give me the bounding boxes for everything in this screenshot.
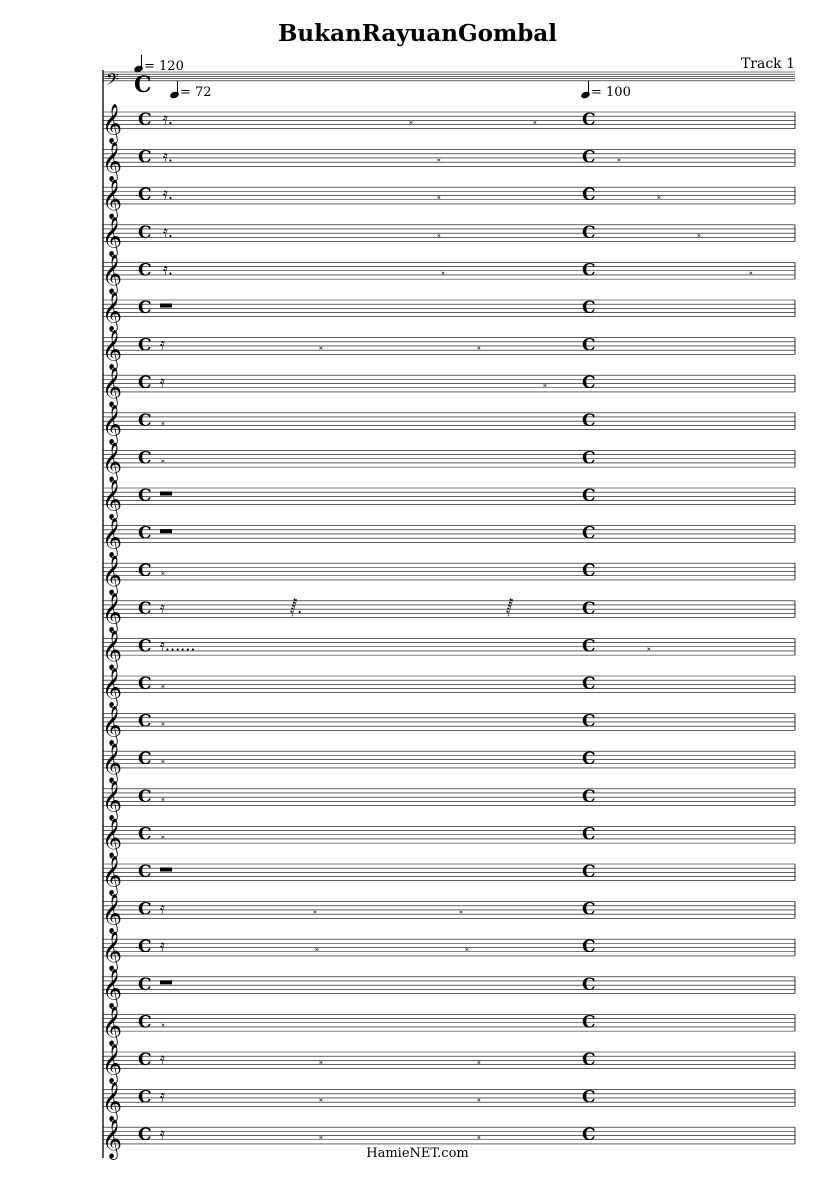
- rest-icon: 𝅃: [476, 1124, 482, 1144]
- rest-icon: 𝅂.: [290, 597, 303, 617]
- rest-icon: 𝄿: [160, 372, 165, 392]
- rest-icon: 𝅃: [748, 259, 754, 279]
- rest-icon: 𝅃: [160, 710, 166, 730]
- treble-clef-icon: 𝄞: [102, 329, 123, 370]
- time-signature: C: [138, 298, 152, 318]
- treble-clef-icon: 𝄞: [102, 968, 123, 1009]
- rest-icon: 𝅃: [318, 334, 324, 354]
- time-signature: C: [138, 674, 152, 694]
- time-signature: C: [582, 862, 596, 882]
- treble-clef-icon: 𝄞: [102, 291, 123, 332]
- time-signature: C: [582, 749, 596, 770]
- time-signature: C: [582, 110, 596, 130]
- time-signature: C: [138, 147, 152, 168]
- time-signature: C: [582, 786, 596, 807]
- treble-clef-icon: 𝄞: [102, 705, 123, 746]
- rest-icon: 𝄿: [160, 334, 165, 354]
- time-signature: C: [138, 636, 152, 657]
- rest-icon: 𝄿......: [160, 635, 196, 655]
- time-signature: C: [582, 335, 596, 356]
- time-signature: C: [138, 974, 152, 995]
- rest-icon: 𝄿.: [163, 221, 173, 241]
- treble-clef-icon: 𝄞: [102, 742, 123, 783]
- rest-icon: 𝅃: [542, 372, 548, 392]
- time-signature: C: [582, 711, 596, 732]
- time-signature: C: [138, 824, 152, 845]
- treble-clef-icon: 𝄞: [102, 667, 123, 708]
- rest-icon: 𝄿: [160, 936, 165, 956]
- treble-clef-icon: 𝄞: [102, 404, 123, 445]
- treble-clef-icon: 𝄞: [102, 1118, 123, 1159]
- treble-clef-icon: 𝄞: [102, 818, 123, 859]
- tempo-mark-1: = 120: [134, 58, 184, 74]
- rest-icon: 𝅃: [160, 785, 166, 805]
- rest-icon: 𝅃: [160, 823, 166, 843]
- rest-icon: 𝅃: [160, 748, 166, 768]
- treble-clef-icon: 𝄞: [102, 1006, 123, 1047]
- rest-icon: 𝄿.: [163, 109, 173, 128]
- rest-icon: 𝅃: [476, 334, 482, 354]
- time-signature: C: [138, 749, 152, 770]
- rest-icon: 𝅃: [696, 221, 702, 241]
- time-signature: C: [138, 523, 152, 544]
- treble-clef-icon: 𝄞: [102, 592, 123, 633]
- time-signature: C: [582, 486, 596, 506]
- time-signature: C: [138, 862, 152, 882]
- rest-icon: 𝅃: [160, 409, 166, 429]
- rest-icon: 𝅃: [436, 184, 442, 204]
- tempo-mark-3: = 100: [581, 84, 631, 100]
- time-signature: C: [138, 561, 152, 582]
- rest-icon: 𝄿: [160, 597, 165, 617]
- tempo-mark-2: = 72: [170, 84, 212, 100]
- time-signature: C: [582, 598, 596, 619]
- time-signature: C: [582, 410, 596, 431]
- time-signature: C: [138, 1012, 152, 1033]
- time-signature: C: [582, 1050, 596, 1070]
- time-signature: C: [134, 72, 152, 98]
- time-signature: C: [138, 486, 152, 506]
- time-signature: C: [582, 1125, 596, 1146]
- whole-rest-icon: [160, 492, 172, 496]
- treble-clef-icon: 𝄞: [102, 442, 123, 483]
- treble-clef-icon: 𝄞: [102, 479, 123, 520]
- rest-icon: 𝄿.: [163, 146, 173, 166]
- time-signature: C: [138, 786, 152, 807]
- rest-icon: 𝅃: [616, 146, 622, 166]
- time-signature: C: [582, 222, 596, 243]
- time-signature: C: [582, 824, 596, 845]
- rest-icon: 𝅃: [464, 936, 470, 956]
- time-signature: C: [582, 561, 596, 582]
- rest-icon: 𝅃: [160, 1011, 166, 1031]
- time-signature: C: [582, 298, 596, 318]
- treble-clef-icon: 𝄞: [102, 855, 123, 896]
- rest-icon: 𝅃: [312, 898, 318, 918]
- time-signature: C: [138, 185, 152, 206]
- time-signature: C: [582, 373, 596, 394]
- treble-clef-icon: 𝄞: [102, 1081, 123, 1122]
- time-signature: C: [582, 674, 596, 694]
- rest-icon: 𝄿: [160, 1049, 165, 1068]
- time-signature: C: [138, 899, 152, 920]
- rest-icon: 𝄿.: [163, 259, 173, 279]
- time-signature: C: [138, 260, 152, 281]
- rest-icon: 𝄿: [160, 1124, 165, 1144]
- treble-clef-icon: 𝄞: [102, 216, 123, 257]
- rest-icon: 𝅃: [160, 447, 166, 467]
- track-label: Track 1: [740, 56, 795, 72]
- rest-icon: 𝅃: [476, 1086, 482, 1106]
- treble-clef-icon: 𝄞: [102, 554, 123, 595]
- rest-icon: 𝅃: [476, 1049, 482, 1068]
- time-signature: C: [138, 110, 152, 130]
- rest-icon: 𝅂: [506, 597, 514, 617]
- time-signature: C: [138, 1125, 152, 1146]
- time-signature: C: [138, 598, 152, 619]
- treble-clef-icon: 𝄞: [102, 517, 123, 558]
- rest-icon: 𝄿: [160, 1086, 165, 1106]
- time-signature: C: [138, 711, 152, 732]
- time-signature: C: [138, 410, 152, 431]
- whole-rest-icon: [160, 868, 172, 872]
- bass-clef-icon: 𝄢: [106, 69, 119, 93]
- time-signature: C: [138, 1087, 152, 1108]
- rest-icon: 𝅃: [532, 109, 538, 128]
- time-signature: C: [138, 222, 152, 243]
- time-signature: C: [582, 260, 596, 281]
- time-signature: C: [138, 373, 152, 394]
- rest-icon: 𝅃: [408, 109, 414, 128]
- time-signature: C: [582, 185, 596, 206]
- time-signature: C: [138, 937, 152, 958]
- treble-clef-icon: 𝄞: [102, 366, 123, 407]
- time-signature: C: [582, 523, 596, 544]
- time-signature: C: [582, 974, 596, 995]
- treble-clef-icon: 𝄞: [102, 893, 123, 934]
- rest-icon: 𝅃: [318, 1124, 324, 1144]
- treble-clef-icon: 𝄞: [102, 780, 123, 821]
- rest-icon: 𝅃: [436, 221, 442, 241]
- treble-clef-icon: 𝄞: [102, 1043, 123, 1084]
- footer-credit: HamieNET.com: [366, 1146, 469, 1161]
- score-title: BukanRayuanGombal: [277, 20, 558, 47]
- whole-rest-icon: [160, 529, 172, 533]
- whole-rest-icon: [160, 980, 172, 984]
- treble-clef-icon: 𝄞: [102, 141, 123, 182]
- treble-clef-icon: 𝄞: [102, 630, 123, 671]
- rest-icon: 𝅃: [160, 673, 166, 692]
- rest-icon: 𝅃: [160, 560, 166, 580]
- rest-icon: 𝄿.: [163, 184, 173, 204]
- rest-icon: 𝅃: [458, 898, 464, 918]
- treble-clef-icon: 𝄞: [102, 178, 123, 219]
- time-signature: C: [582, 147, 596, 168]
- rest-icon: 𝅃: [318, 1049, 324, 1068]
- time-signature: C: [582, 448, 596, 469]
- rest-icon: 𝅃: [318, 1086, 324, 1106]
- time-signature: C: [582, 937, 596, 958]
- whole-rest-icon: [160, 304, 172, 308]
- rest-icon: 𝅃: [440, 259, 446, 279]
- time-signature: C: [138, 448, 152, 469]
- time-signature: C: [582, 1087, 596, 1108]
- time-signature: C: [138, 335, 152, 356]
- time-signature: C: [138, 1050, 152, 1070]
- treble-clef-icon: 𝄞: [102, 930, 123, 971]
- treble-clef-icon: 𝄞: [102, 254, 123, 295]
- rest-icon: 𝅃: [314, 936, 320, 956]
- time-signature: C: [582, 899, 596, 920]
- rest-icon: 𝅃: [656, 184, 662, 204]
- time-signature: C: [582, 636, 596, 657]
- treble-clef-icon: 𝄞: [102, 103, 123, 144]
- time-signature: C: [582, 1012, 596, 1033]
- rest-icon: 𝅃: [436, 146, 442, 166]
- rest-icon: 𝄿: [160, 898, 165, 918]
- rest-icon: 𝅃: [646, 635, 652, 655]
